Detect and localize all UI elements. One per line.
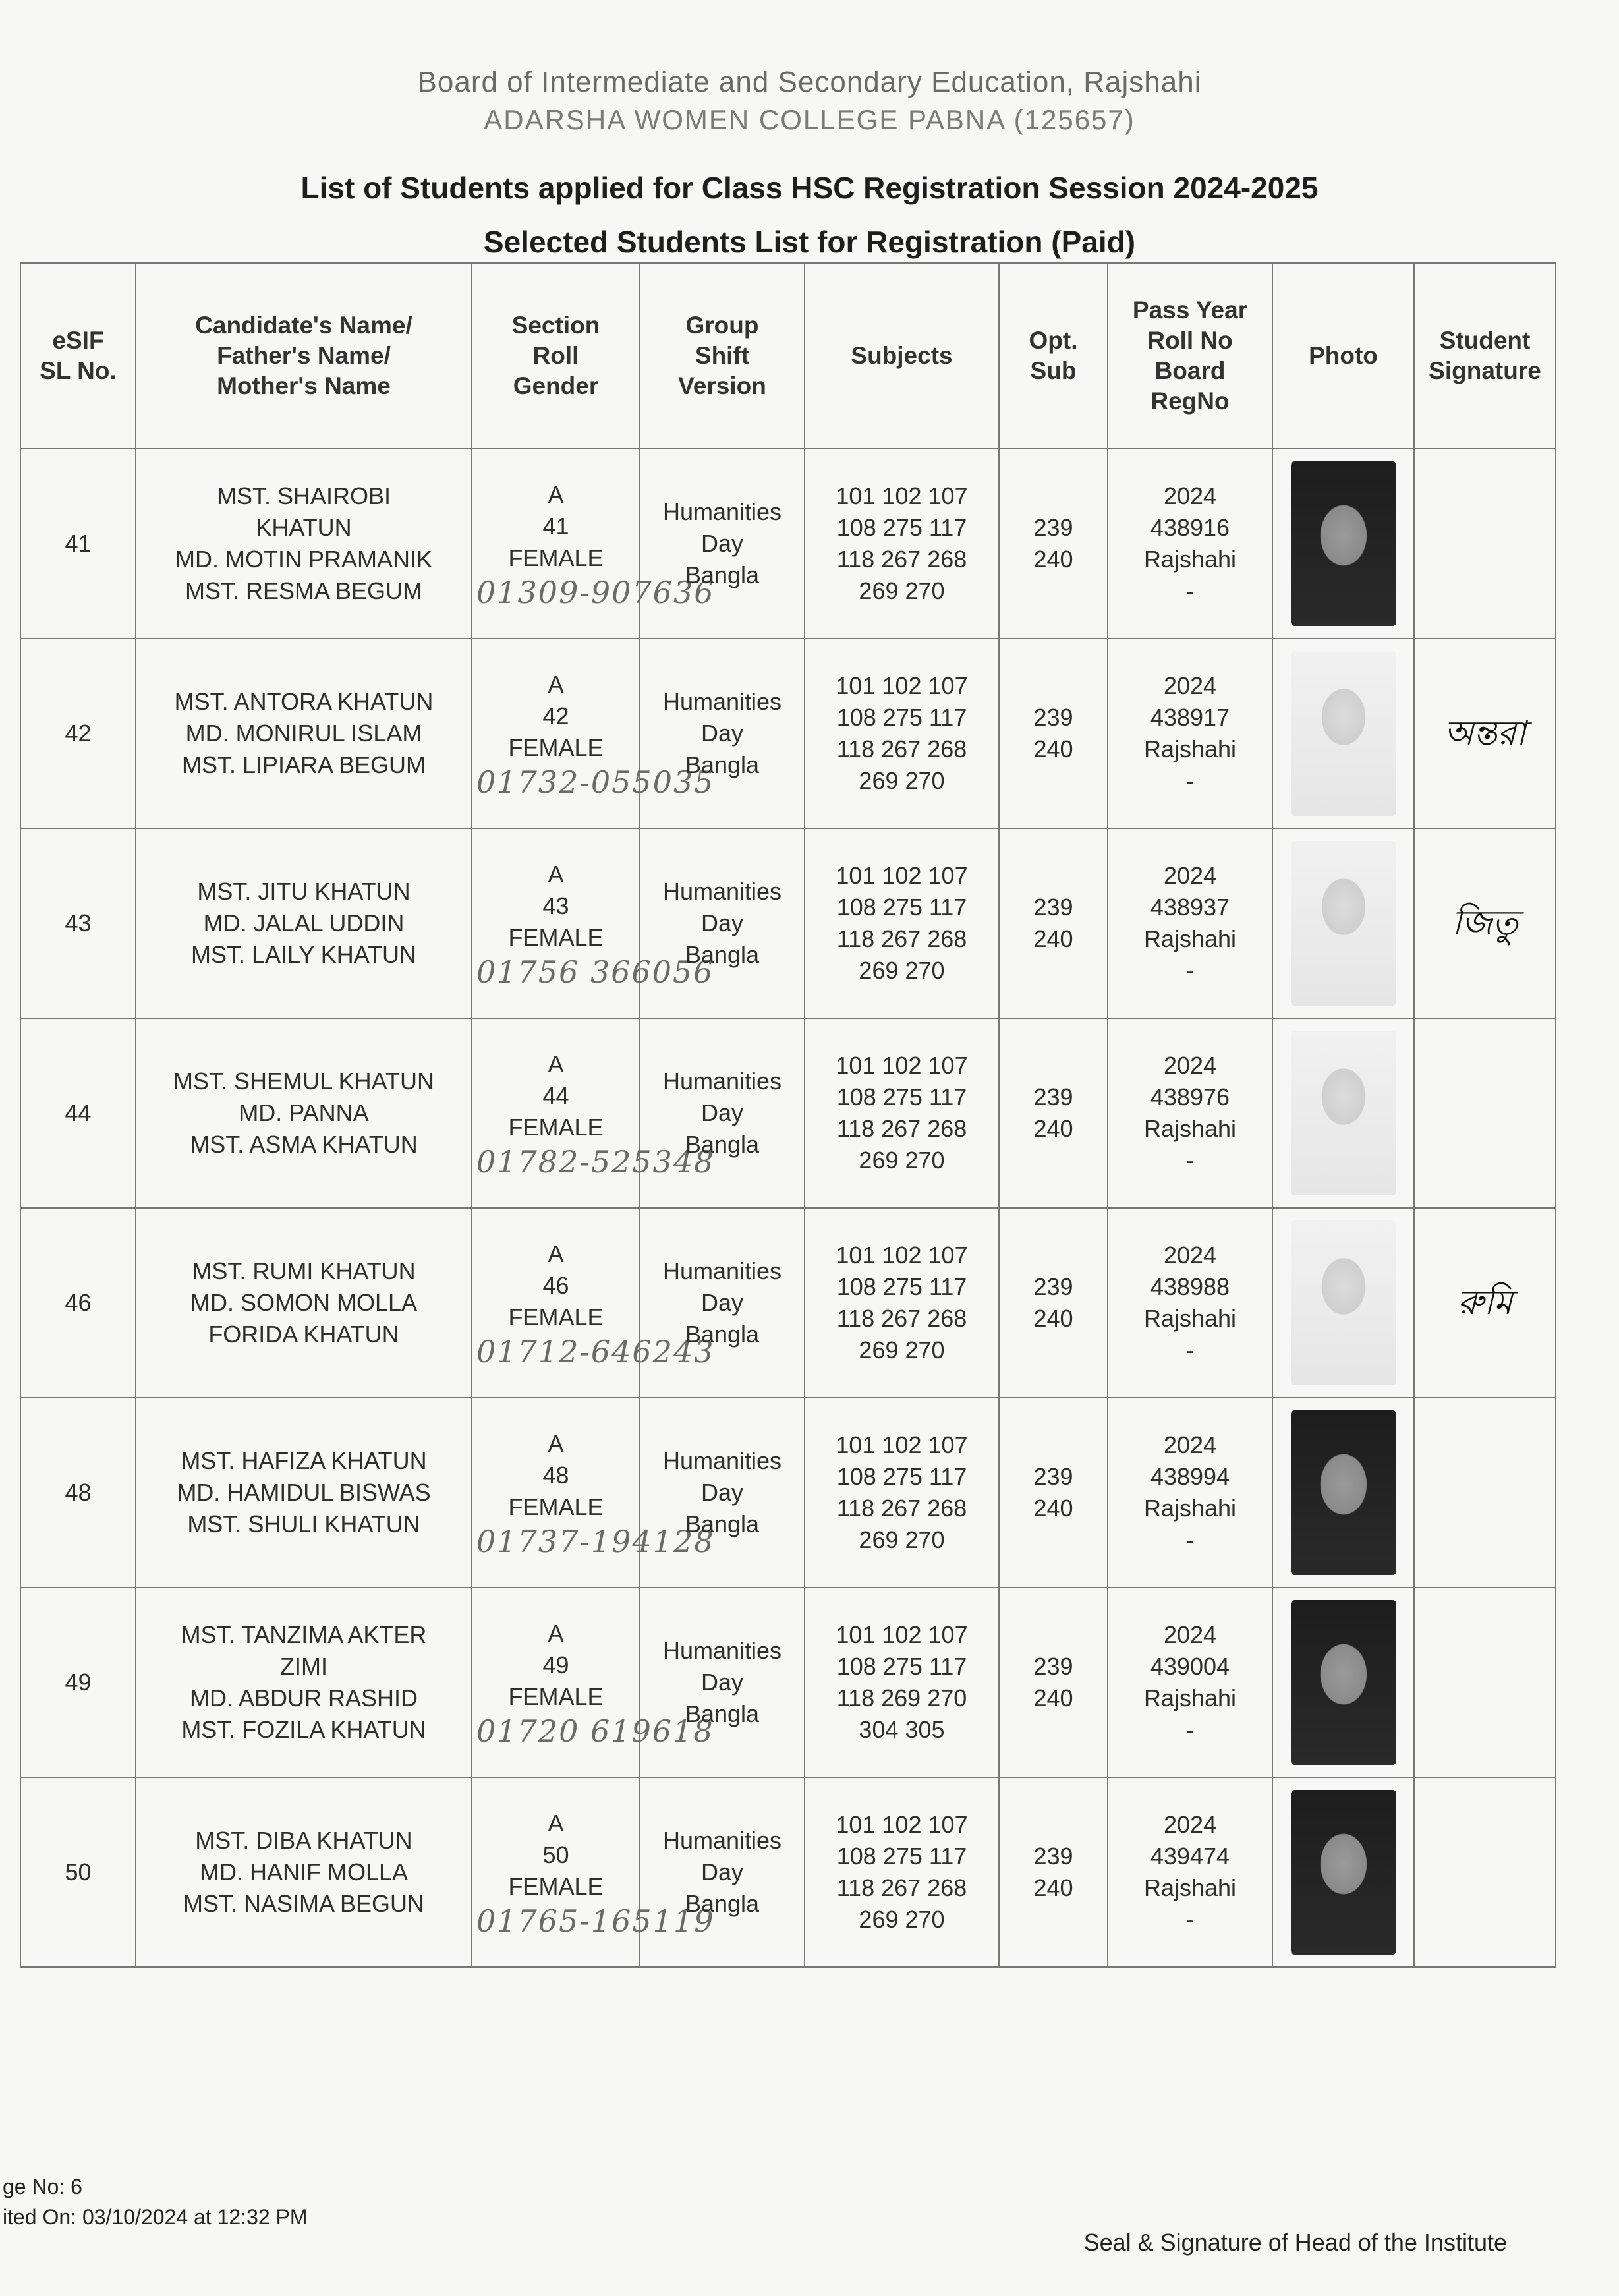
group-line: Humanities — [662, 688, 782, 715]
photo-cell — [1272, 449, 1414, 639]
group-line: Day — [700, 1858, 744, 1885]
name-line: MST. ASMA KHATUN — [190, 1131, 418, 1158]
section-cell — [472, 1018, 715, 1208]
subjects-cell — [805, 1018, 999, 1208]
name-line: MST. TANZIMA AKTER — [181, 1621, 427, 1648]
pass-line: 2024 — [1163, 1052, 1217, 1079]
pass-line: Rajshahi — [1143, 1684, 1237, 1711]
group-line: Day — [700, 1289, 744, 1316]
pass-line: 438916 — [1150, 514, 1230, 541]
table-row — [20, 1588, 1556, 1777]
pass-line: 439474 — [1150, 1843, 1230, 1870]
subject-line: 108 275 117 — [836, 1653, 967, 1680]
subject-line: 108 275 117 — [836, 1083, 967, 1110]
subject-line: 101 102 107 — [836, 1621, 968, 1648]
subject-line: 269 270 — [859, 957, 945, 984]
pass-cell — [1108, 1018, 1272, 1208]
subject-line: 269 270 — [859, 1906, 945, 1933]
group-line: Humanities — [662, 1637, 782, 1664]
subject-line: 118 267 268 — [836, 1305, 967, 1332]
student-signature: রুমি — [1457, 1283, 1513, 1323]
header-line: SL No. — [40, 357, 117, 384]
col-sl — [20, 263, 136, 449]
photo-cell — [1272, 1588, 1414, 1777]
photo-cell — [1272, 1018, 1414, 1208]
table-row — [20, 828, 1556, 1018]
group-line: Bangla — [685, 1321, 760, 1348]
pass-line: - — [1186, 767, 1194, 794]
header-line: Roll No — [1147, 327, 1233, 354]
col-signature — [1414, 263, 1556, 449]
header-line: Father's Name/ — [217, 342, 391, 369]
section-cell — [472, 1398, 715, 1588]
section-cell — [472, 639, 715, 828]
header-line: eSIF — [52, 327, 104, 354]
group-line: Day — [700, 720, 744, 747]
opt-sub-cell — [999, 1018, 1108, 1208]
pass-line: 438994 — [1150, 1463, 1230, 1490]
header-line: Student — [1439, 327, 1531, 354]
group-line: Humanities — [662, 498, 782, 525]
student-photo — [1291, 1790, 1396, 1955]
section-line: FEMALE — [508, 1493, 604, 1520]
name-line: MD. MOTIN PRAMANIK — [175, 546, 432, 573]
col-subjects — [805, 263, 999, 449]
name-line: MST. LIPIARA BEGUM — [181, 751, 426, 778]
section-line: 41 — [542, 513, 569, 540]
opt-line: 240 — [1033, 925, 1073, 952]
opt-line: 240 — [1033, 1115, 1073, 1142]
names-cell — [136, 1777, 472, 1967]
pass-cell — [1108, 639, 1272, 828]
section-line: A — [548, 861, 564, 888]
pass-cell — [1108, 1777, 1272, 1967]
pass-cell — [1108, 449, 1272, 639]
handwritten-mobile: 01737-194128 — [476, 1524, 715, 1559]
subject-line: 269 270 — [859, 1336, 945, 1363]
pass-line: 2024 — [1163, 862, 1217, 889]
photo-cell — [1272, 1777, 1414, 1967]
section-line: FEMALE — [508, 1683, 604, 1710]
photo-cell — [1272, 1208, 1414, 1398]
names-cell — [136, 1208, 472, 1398]
col-pass — [1108, 263, 1272, 449]
opt-line: 239 — [1033, 1463, 1073, 1490]
group-line: Day — [700, 1479, 744, 1506]
pass-line: 2024 — [1163, 482, 1217, 509]
name-line: ZIMI — [280, 1653, 327, 1680]
col-photo — [1272, 263, 1414, 449]
handwritten-mobile: 01309-907636 — [476, 575, 715, 610]
subject-line: 118 267 268 — [836, 1115, 967, 1142]
handwritten-mobile: 01712-646243 — [476, 1334, 715, 1369]
group-line: Day — [700, 909, 744, 936]
handwritten-mobile: 01782-525348 — [476, 1144, 715, 1180]
subject-line: 269 270 — [859, 767, 945, 794]
student-signature: জিতু — [1452, 904, 1518, 943]
header-line: Pass Year — [1132, 297, 1248, 324]
pass-line: - — [1186, 1906, 1194, 1933]
subject-line: 101 102 107 — [836, 862, 968, 889]
pass-line: 2024 — [1163, 1431, 1217, 1458]
header-line: Photo — [1309, 342, 1378, 369]
pass-line: - — [1186, 1716, 1194, 1743]
name-line: MST. ANTORA KHATUN — [174, 688, 434, 715]
name-line: MST. SHEMUL KHATUN — [173, 1068, 435, 1095]
student-signature: অন্তরা — [1444, 714, 1526, 753]
name-line: MST. RESMA BEGUM — [185, 577, 423, 604]
pass-cell — [1108, 828, 1272, 1018]
table-row — [20, 1018, 1556, 1208]
subject-line: 101 102 107 — [836, 672, 968, 699]
subject-line: 108 275 117 — [836, 1463, 967, 1490]
group-line: Humanities — [662, 1827, 782, 1854]
opt-sub-cell — [999, 449, 1108, 639]
section-cell — [472, 828, 714, 1018]
group-line: Day — [700, 1669, 744, 1696]
opt-line: 240 — [1033, 1874, 1073, 1901]
group-line: Day — [700, 530, 744, 557]
sl-no-cell: 41 — [20, 449, 136, 639]
pass-line: 2024 — [1163, 1621, 1217, 1648]
header-line: Candidate's Name/ — [195, 312, 412, 339]
opt-sub-cell — [999, 1777, 1108, 1967]
sl-no-cell: 42 — [20, 639, 136, 828]
subjects-cell — [805, 1588, 999, 1777]
opt-line: 239 — [1033, 894, 1073, 921]
col-group — [640, 263, 805, 449]
section-line: A — [548, 1430, 564, 1457]
group-line: Bangla — [685, 941, 760, 968]
pass-line: Rajshahi — [1143, 1305, 1237, 1332]
group-line: Humanities — [662, 1447, 782, 1474]
names-cell — [136, 639, 472, 828]
subject-line: 118 267 268 — [836, 546, 967, 573]
opt-line: 240 — [1033, 1495, 1073, 1522]
opt-line: 240 — [1033, 546, 1073, 573]
name-line: MST. FOZILA KHATUN — [181, 1716, 426, 1743]
name-line: MST. HAFIZA KHATUN — [181, 1447, 427, 1474]
section-cell — [472, 1208, 715, 1398]
names-cell — [136, 1018, 472, 1208]
subject-line: 101 102 107 — [836, 1052, 968, 1079]
sl-no-cell: 43 — [20, 828, 136, 1018]
names-cell — [136, 449, 472, 639]
student-photo — [1291, 841, 1396, 1006]
group-line: Humanities — [662, 878, 782, 905]
name-line: MD. MONIRUL ISLAM — [185, 720, 422, 747]
names-cell — [136, 1398, 472, 1588]
group-line: Humanities — [662, 1068, 782, 1095]
sl-no-cell: 49 — [20, 1588, 136, 1777]
section-line: A — [548, 1050, 564, 1077]
subjects-cell — [805, 828, 999, 1018]
pass-line: Rajshahi — [1143, 1115, 1237, 1142]
college-name: ADARSHA WOMEN COLLEGE PABNA (125657) — [484, 104, 1135, 135]
pass-line: - — [1186, 1147, 1194, 1174]
printed-on: ited On: 03/10/2024 at 12:32 PM — [3, 2205, 308, 2229]
name-line: MD. ABDUR RASHID — [189, 1684, 418, 1711]
name-line: MST. JITU KHATUN — [197, 878, 411, 905]
header-line: Section — [511, 312, 600, 339]
section-cell — [472, 1588, 714, 1777]
subject-line: 101 102 107 — [836, 482, 968, 509]
handwritten-mobile: 01765-165119 — [476, 1903, 715, 1939]
subjects-cell — [805, 449, 999, 639]
subject-line: 118 269 270 — [836, 1684, 967, 1711]
opt-sub-cell — [999, 1208, 1108, 1398]
header-line: Gender — [513, 372, 599, 399]
header-line: RegNo — [1150, 387, 1230, 415]
opt-line: 240 — [1033, 1684, 1073, 1711]
pass-line: Rajshahi — [1143, 1495, 1237, 1522]
pass-line: Rajshahi — [1143, 546, 1237, 573]
signature-cell — [1414, 1208, 1556, 1398]
pass-cell — [1108, 1208, 1272, 1398]
photo-cell — [1272, 639, 1414, 828]
name-line: MD. JALAL UDDIN — [203, 909, 405, 936]
handwritten-mobile: 01732-055035 — [476, 764, 715, 800]
subject-line: 118 267 268 — [836, 1874, 967, 1901]
signature-cell — [1414, 639, 1556, 828]
header-line: Opt. — [1029, 327, 1078, 354]
col-opt — [999, 263, 1108, 449]
board-name: Board of Intermediate and Secondary Education, Rajshahi — [417, 66, 1202, 98]
col-name — [136, 263, 472, 449]
opt-sub-cell — [999, 1588, 1108, 1777]
pass-line: Rajshahi — [1143, 925, 1237, 952]
subject-line: 108 275 117 — [836, 1273, 967, 1300]
signature-cell — [1414, 1588, 1556, 1777]
signature-cell — [1414, 1398, 1556, 1588]
subject-line: 269 270 — [859, 1526, 945, 1553]
subject-line: 108 275 117 — [836, 704, 967, 731]
section-line: A — [548, 481, 564, 508]
section-line: 48 — [542, 1462, 569, 1489]
header-line: Version — [678, 372, 766, 399]
section-cell — [472, 449, 715, 639]
photo-cell — [1272, 1398, 1414, 1588]
col-section — [472, 263, 640, 449]
section-line: 46 — [542, 1272, 569, 1299]
pass-line: 2024 — [1163, 1242, 1217, 1269]
sl-no-cell: 48 — [20, 1398, 136, 1588]
pass-line: Rajshahi — [1143, 1874, 1237, 1901]
opt-sub-cell — [999, 639, 1108, 828]
subject-line: 118 267 268 — [836, 735, 967, 762]
signature-cell — [1414, 1018, 1556, 1208]
subject-line: 108 275 117 — [836, 1843, 967, 1870]
group-line: Bangla — [685, 1510, 760, 1537]
header-row — [20, 263, 1556, 449]
header-line: Shift — [695, 342, 750, 369]
group-line: Bangla — [685, 1890, 760, 1917]
group-line: Day — [700, 1099, 744, 1126]
header-line: Board — [1154, 357, 1226, 384]
name-line: MD. PANNA — [239, 1099, 369, 1126]
subject-line: 118 267 268 — [836, 1495, 967, 1522]
signature-cell — [1414, 1777, 1556, 1967]
name-line: MD. HAMIDUL BISWAS — [177, 1479, 431, 1506]
header-line: Group — [685, 312, 759, 339]
section-line: 42 — [542, 703, 569, 730]
group-line: Bangla — [685, 1700, 760, 1727]
pass-line: 2024 — [1163, 1811, 1217, 1838]
group-line: Bangla — [685, 1131, 760, 1158]
handwritten-mobile: 01756 366056 — [476, 954, 714, 990]
names-cell — [136, 828, 472, 1018]
subject-line: 108 275 117 — [836, 894, 967, 921]
name-line: MD. HANIF MOLLA — [199, 1858, 409, 1885]
student-photo — [1291, 1031, 1396, 1195]
subjects-cell — [805, 1398, 999, 1588]
pass-line: 439004 — [1150, 1653, 1230, 1680]
subjects-cell — [805, 1777, 999, 1967]
signature-cell — [1414, 449, 1556, 639]
opt-line: 240 — [1033, 1305, 1073, 1332]
header-line: Subjects — [851, 342, 953, 369]
section-line: FEMALE — [508, 544, 604, 571]
section-line: FEMALE — [508, 924, 604, 951]
opt-line: 239 — [1033, 1083, 1073, 1110]
name-line: MST. SHAIROBI — [216, 482, 391, 509]
header-line: Signature — [1429, 357, 1541, 384]
section-line: A — [548, 1620, 564, 1647]
subjects-cell — [805, 639, 999, 828]
header-line: Roll — [532, 342, 579, 369]
pass-line: - — [1186, 1526, 1194, 1553]
subject-line: 108 275 117 — [836, 514, 967, 541]
student-photo — [1291, 461, 1396, 626]
subject-line: 118 267 268 — [836, 925, 967, 952]
name-line: MST. RUMI KHATUN — [192, 1257, 416, 1284]
name-line: MST. DIBA KHATUN — [195, 1827, 412, 1854]
student-photo — [1291, 651, 1396, 816]
pass-cell — [1108, 1398, 1272, 1588]
pass-line: 2024 — [1163, 672, 1217, 699]
opt-sub-cell — [999, 1398, 1108, 1588]
selected-title: Selected Students List for Registration (Paid) — [483, 225, 1136, 259]
subject-line: 101 102 107 — [836, 1811, 968, 1838]
section-line: 44 — [542, 1082, 569, 1109]
subject-line: 101 102 107 — [836, 1431, 968, 1458]
table-row — [20, 1398, 1556, 1588]
table-row — [20, 1208, 1556, 1398]
seal-signature-label: Seal & Signature of Head of the Institute — [1083, 2229, 1507, 2256]
name-line: MD. SOMON MOLLA — [190, 1289, 418, 1316]
name-line: MST. SHULI KHATUN — [187, 1510, 420, 1537]
subjects-cell — [805, 1208, 999, 1398]
section-line: A — [548, 1240, 564, 1267]
student-photo — [1291, 1410, 1396, 1575]
pass-line: 438917 — [1150, 704, 1230, 731]
opt-line: 239 — [1033, 704, 1073, 731]
section-line: 50 — [542, 1841, 569, 1868]
subject-line: 269 270 — [859, 577, 945, 604]
section-line: 49 — [542, 1651, 569, 1679]
opt-line: 239 — [1033, 1843, 1073, 1870]
sl-no-cell: 46 — [20, 1208, 136, 1398]
pass-line: - — [1186, 1336, 1194, 1363]
section-line: A — [548, 1810, 564, 1837]
pass-line: - — [1186, 957, 1194, 984]
section-cell — [472, 1777, 715, 1967]
pass-line: 438976 — [1150, 1083, 1230, 1110]
subject-line: 269 270 — [859, 1147, 945, 1174]
subject-line: 101 102 107 — [836, 1242, 968, 1269]
opt-line: 239 — [1033, 1653, 1073, 1680]
header-line: Mother's Name — [217, 372, 391, 399]
section-line: 43 — [542, 892, 569, 919]
section-line: FEMALE — [508, 1114, 604, 1141]
pass-cell — [1108, 1588, 1272, 1777]
section-line: FEMALE — [508, 1873, 604, 1900]
handwritten-mobile: 01720 619618 — [476, 1713, 714, 1749]
sl-no-cell: 50 — [20, 1777, 136, 1967]
opt-line: 239 — [1033, 1273, 1073, 1300]
page-number: ge No: 6 — [3, 2175, 82, 2198]
opt-line: 239 — [1033, 514, 1073, 541]
name-line: MST. LAILY KHATUN — [190, 941, 417, 968]
section-line: FEMALE — [508, 734, 604, 761]
student-photo — [1291, 1220, 1396, 1385]
subject-line: 304 305 — [859, 1716, 945, 1743]
group-line: Humanities — [662, 1257, 782, 1284]
name-line: MST. NASIMA BEGUN — [183, 1890, 425, 1917]
pass-line: - — [1186, 577, 1194, 604]
group-line: Bangla — [685, 751, 760, 778]
group-line: Bangla — [685, 561, 760, 588]
name-line: KHATUN — [256, 514, 352, 541]
name-line: FORIDA KHATUN — [208, 1321, 399, 1348]
student-photo — [1291, 1600, 1396, 1765]
students-table — [20, 262, 1556, 1968]
table-row — [20, 1777, 1556, 1967]
table-row — [20, 639, 1556, 828]
pass-line: 438988 — [1150, 1273, 1230, 1300]
signature-cell — [1414, 828, 1556, 1018]
pass-line: 438937 — [1150, 894, 1230, 921]
table-row — [20, 449, 1556, 639]
section-line: FEMALE — [508, 1304, 604, 1331]
list-title: List of Students applied for Class HSC Registration Session 2024-2025 — [300, 171, 1319, 205]
photo-cell — [1272, 828, 1414, 1018]
sl-no-cell: 44 — [20, 1018, 136, 1208]
opt-line: 240 — [1033, 735, 1073, 762]
names-cell — [136, 1588, 472, 1777]
header-line: Sub — [1030, 357, 1077, 384]
section-line: A — [548, 671, 564, 698]
pass-line: Rajshahi — [1143, 735, 1237, 762]
opt-sub-cell — [999, 828, 1108, 1018]
